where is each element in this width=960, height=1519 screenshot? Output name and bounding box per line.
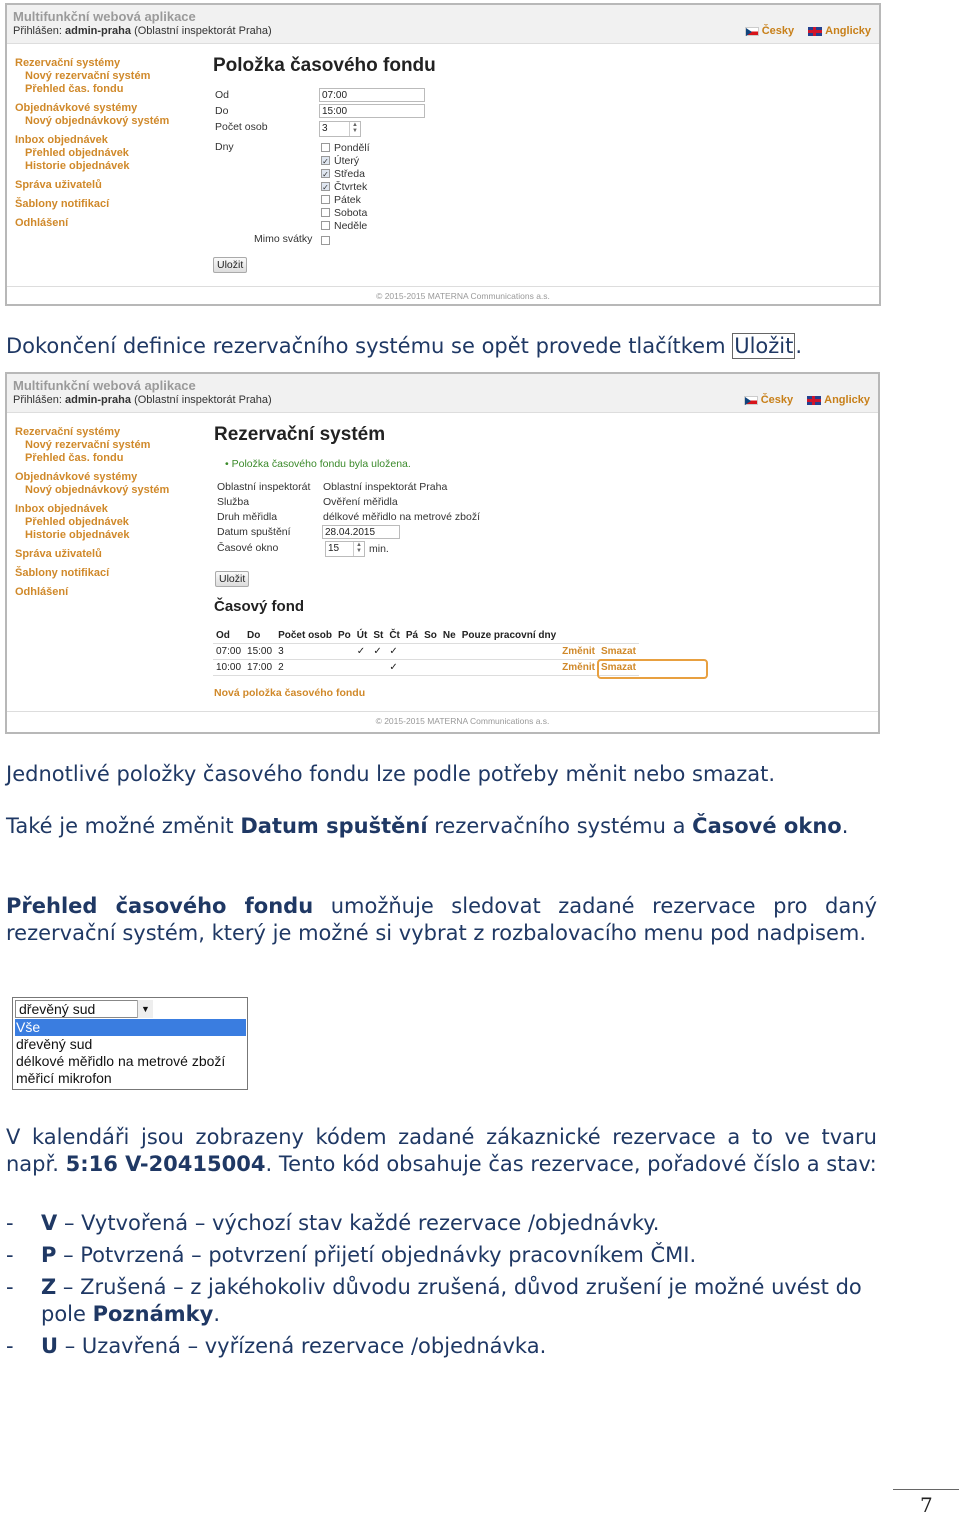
state-list — [6, 1210, 877, 1365]
okno-unit: min. — [369, 543, 389, 555]
screenshot-time-fund-item — [5, 3, 881, 306]
delete-link[interactable]: Smazat — [598, 644, 639, 660]
save-notice: • Položka časového fondu byla uložena. — [225, 458, 411, 470]
nav-objednavkove-systemy[interactable]: Objednávkové systémy — [15, 102, 138, 114]
dropdown-option[interactable]: měřicí mikrofon — [16, 1070, 112, 1086]
table-cell: ✓ — [354, 644, 371, 660]
stepper-arrows-icon[interactable]: ▲ ▼ — [349, 122, 360, 136]
do-input[interactable]: 15:00 — [319, 104, 425, 118]
table-cell: 2 — [275, 660, 335, 676]
dropdown-option[interactable]: dřevěný sud — [16, 1036, 93, 1052]
day-checkbox[interactable]: ✓ — [322, 183, 329, 192]
app-title: Multifunkční webová aplikace — [13, 378, 196, 393]
day-checkbox[interactable] — [321, 221, 330, 230]
login-info: Přihlášen: admin-praha (Oblastní inspektorát Praha) — [13, 25, 272, 37]
day-label: Pondělí — [334, 141, 370, 154]
day-label: Pátek — [334, 193, 361, 206]
field-label-inspektorat: Oblastní inspektorát — [217, 481, 311, 493]
inline-save-button: Uložit — [734, 334, 794, 358]
nav-historie-objednavek[interactable]: Historie objednávek — [25, 529, 130, 541]
day-label: Neděle — [334, 219, 368, 232]
mimo-svatky-checkbox[interactable] — [321, 236, 330, 245]
table-header-cell — [559, 628, 598, 644]
table-header-cell: So — [421, 628, 440, 644]
field-label-druh: Druh měřidla — [217, 511, 278, 523]
edit-link[interactable]: Změnit — [559, 644, 598, 660]
nav-objednavkove-systemy[interactable]: Objednávkové systémy — [15, 471, 138, 483]
table-cell: 07:00 — [213, 644, 244, 660]
table-cell — [440, 644, 459, 660]
day-label: Úterý — [334, 154, 360, 167]
table-cell: ✓ — [386, 660, 403, 676]
czech-flag-icon — [744, 396, 758, 405]
table-cell — [421, 644, 440, 660]
casove-okno-stepper[interactable]: 15 ▲ ▼ — [325, 541, 365, 557]
list-item: - U – Uzavřená – vyřízená rezervace /objednávka. — [6, 1334, 547, 1358]
day-checkbox[interactable]: ✓ — [322, 170, 329, 179]
language-switcher — [745, 25, 871, 37]
field-label-sluzba: Služba — [217, 496, 250, 508]
table-cell — [459, 660, 559, 676]
day-checkbox-row[interactable] — [321, 154, 359, 167]
nav-odhlaseni[interactable]: Odhlášení — [15, 586, 69, 598]
nav-prehled-objednavek[interactable]: Přehled objednávek — [25, 516, 129, 528]
nav-inbox-objednavek[interactable]: Inbox objednávek — [15, 134, 108, 146]
day-checkbox[interactable] — [321, 143, 330, 152]
nav-prehled-cas-fondu[interactable]: Přehled čas. fondu — [25, 83, 124, 95]
day-checkbox-row[interactable] — [321, 167, 365, 180]
nav-novy-rezervacni-system[interactable]: Nový rezervační systém — [25, 70, 151, 82]
dropdown-option[interactable]: Vše — [15, 1019, 246, 1036]
sidebar-nav — [15, 426, 169, 599]
save-button[interactable]: Uložit — [213, 257, 247, 273]
footer: © 2015-2015 MATERNA Communications a.s. — [7, 286, 879, 305]
od-input[interactable]: 07:00 — [319, 88, 425, 102]
table-header-cell: Út — [354, 628, 371, 644]
delete-link[interactable]: Smazat — [598, 660, 639, 676]
field-value-sluzba: Ověření měřidla — [323, 496, 398, 508]
table-cell — [421, 660, 440, 676]
dropdown-option[interactable]: délkové měřidlo na metrové zboží — [16, 1053, 226, 1069]
table-header-cell: Po — [335, 628, 354, 644]
paragraph-finish: Dokončení definice rezervačního systému se opět provede tlačítkem Uložit. — [6, 334, 803, 358]
dropdown-selected-value[interactable]: dřevěný sud — [15, 1000, 153, 1018]
table-cell — [335, 660, 354, 676]
login-info: Přihlášen: admin-praha (Oblastní inspektorát Praha) — [13, 394, 272, 406]
table-header-cell: Čt — [386, 628, 403, 644]
nav-prehled-cas-fondu[interactable]: Přehled čas. fondu — [25, 452, 124, 464]
table-cell — [403, 644, 421, 660]
table-row — [213, 660, 639, 676]
chevron-down-icon[interactable]: ▼ — [137, 1000, 153, 1018]
paragraph-datum: Také je možné změnit Datum spuštění rezervačního systému a Časové okno. — [6, 814, 849, 838]
app-header — [7, 5, 879, 44]
actions-highlight — [597, 659, 708, 679]
table-header-cell — [598, 628, 639, 644]
app-title: Multifunkční webová aplikace — [13, 9, 196, 24]
field-label-datum: Datum spuštění — [217, 526, 291, 538]
nav-rezervacni-systemy[interactable]: Rezervační systémy — [15, 57, 121, 69]
day-label: Sobota — [334, 206, 368, 219]
table-row — [213, 644, 639, 660]
nav-sprava-uzivatelu[interactable]: Správa uživatelů — [15, 179, 102, 191]
nav-rezervacni-systemy[interactable]: Rezervační systémy — [15, 426, 121, 438]
language-switcher — [744, 394, 870, 406]
nav-sablony-notifikaci[interactable]: Šablony notifikací — [15, 567, 110, 579]
app-header — [7, 374, 878, 413]
bullet-icon: • — [225, 458, 229, 470]
day-checkbox-row[interactable] — [321, 141, 370, 154]
field-label-okno: Časové okno — [217, 542, 279, 554]
nav-novy-rezervacni-system[interactable]: Nový rezervační systém — [25, 439, 151, 451]
field-value-druh: délkové měřidlo na metrové zboží — [323, 511, 480, 523]
nav-novy-objednavkovy-system[interactable]: Nový objednávkový systém — [25, 115, 170, 127]
table-header-cell: Pá — [403, 628, 421, 644]
new-item-link[interactable]: Nová položka časového fondu — [214, 687, 366, 699]
footer: © 2015-2015 MATERNA Communications a.s. — [7, 711, 878, 730]
table-header-cell: Od — [213, 628, 244, 644]
day-checkbox-row[interactable] — [321, 219, 367, 232]
lang-cz-link[interactable]: Česky — [744, 394, 793, 406]
lang-en-link[interactable]: Anglicky — [808, 25, 871, 37]
table-header-cell: Ne — [440, 628, 459, 644]
day-checkbox[interactable] — [321, 208, 330, 217]
list-item: - V – Vytvořená – výchozí stav každé rezervace /objednávky. — [6, 1211, 660, 1235]
table-cell: ✓ — [386, 644, 403, 660]
nav-novy-objednavkovy-system[interactable]: Nový objednávkový systém — [25, 484, 170, 496]
stepper-arrows-icon[interactable]: ▲ ▼ — [353, 542, 364, 556]
page-title: Rezervační systém — [214, 424, 386, 445]
day-checkbox-row[interactable] — [321, 206, 367, 219]
edit-link[interactable]: Změnit — [559, 660, 598, 676]
paragraph-calendar: V kalendáři jsou zobrazeny kódem zadané zákaznické rezervace a to ve tvaru např. 5:16 V-20415004. Tento kód obsahuje čas rezervace, pořadové číslo a stav: — [6, 1125, 877, 1176]
system-select-dropdown[interactable] — [12, 997, 248, 1090]
day-checkbox-row[interactable] — [321, 193, 361, 206]
day-checkbox[interactable]: ✓ — [322, 157, 329, 166]
nav-historie-objednavek[interactable]: Historie objednávek — [25, 160, 130, 172]
uk-flag-icon — [807, 396, 821, 405]
table-cell — [440, 660, 459, 676]
paragraph-overview: Přehled časového fondu umožňuje sledovat zadané rezervace pro daný rezervační systém, který je možné si vybrat z rozbalovacího menu pod nadpisem. — [6, 894, 877, 945]
paragraph-edit: Jednotlivé položky časového fondu lze podle potřeby měnit nebo smazat. — [6, 762, 776, 786]
screenshot-reservation-system — [5, 372, 880, 734]
table-cell — [370, 660, 386, 676]
day-label: Čtvrtek — [334, 180, 368, 193]
czech-flag-icon — [745, 27, 759, 36]
lang-cz-link[interactable]: Česky — [745, 25, 794, 37]
table-cell — [335, 644, 354, 660]
table-header-cell: Počet osob — [275, 628, 335, 644]
list-item: - P – Potvrzená – potvrzení přijetí objednávky pracovníkem ČMI. — [6, 1243, 697, 1267]
table-cell — [403, 660, 421, 676]
od-label: Od — [215, 89, 230, 101]
table-cell: ✓ — [370, 644, 386, 660]
save-button[interactable]: Uložit — [215, 571, 249, 587]
table-cell: 3 — [275, 644, 335, 660]
datum-spusteni-input[interactable]: 28.04.2015 — [322, 525, 400, 539]
page-number: 7 — [920, 1493, 933, 1517]
time-fund-heading: Časový fond — [214, 598, 305, 615]
nav-odhlaseni[interactable]: Odhlášení — [15, 217, 69, 229]
table-header-cell: Pouze pracovní dny — [459, 628, 559, 644]
day-checkbox[interactable] — [321, 195, 330, 204]
nav-sablony-notifikaci[interactable]: Šablony notifikací — [15, 198, 110, 210]
table-cell: 17:00 — [244, 660, 275, 676]
lang-en-link[interactable]: Anglicky — [807, 394, 870, 406]
table-header-cell: St — [370, 628, 386, 644]
table-cell: 10:00 — [213, 660, 244, 676]
field-value-inspektorat: Oblastní inspektorát Praha — [323, 481, 448, 493]
nav-sprava-uzivatelu[interactable]: Správa uživatelů — [15, 548, 102, 560]
nav-prehled-objednavek[interactable]: Přehled objednávek — [25, 147, 129, 159]
nav-inbox-objednavek[interactable]: Inbox objednávek — [15, 503, 108, 515]
pocet-osob-stepper[interactable]: 3 ▲ ▼ — [319, 121, 361, 137]
mimo-svatky-label: Mimo svátky — [254, 233, 313, 245]
pocet-osob-label: Počet osob — [215, 121, 268, 133]
table-cell — [354, 660, 371, 676]
day-label: Středa — [334, 167, 365, 180]
day-checkbox-row[interactable] — [321, 180, 367, 193]
table-cell — [459, 644, 559, 660]
page-title: Položka časového fondu — [213, 55, 436, 76]
dny-label: Dny — [215, 141, 234, 153]
uk-flag-icon — [808, 27, 822, 36]
table-cell: 15:00 — [244, 644, 275, 660]
list-item: - Z – Zrušená – z jakéhokoliv důvodu zrušená, důvod zrušení je možné uvést do pole Poznámky. — [6, 1275, 862, 1326]
page-number-rule — [893, 1489, 959, 1490]
time-fund-table — [213, 628, 639, 676]
sidebar-nav — [15, 57, 169, 230]
table-header-cell: Do — [244, 628, 275, 644]
do-label: Do — [215, 105, 229, 117]
